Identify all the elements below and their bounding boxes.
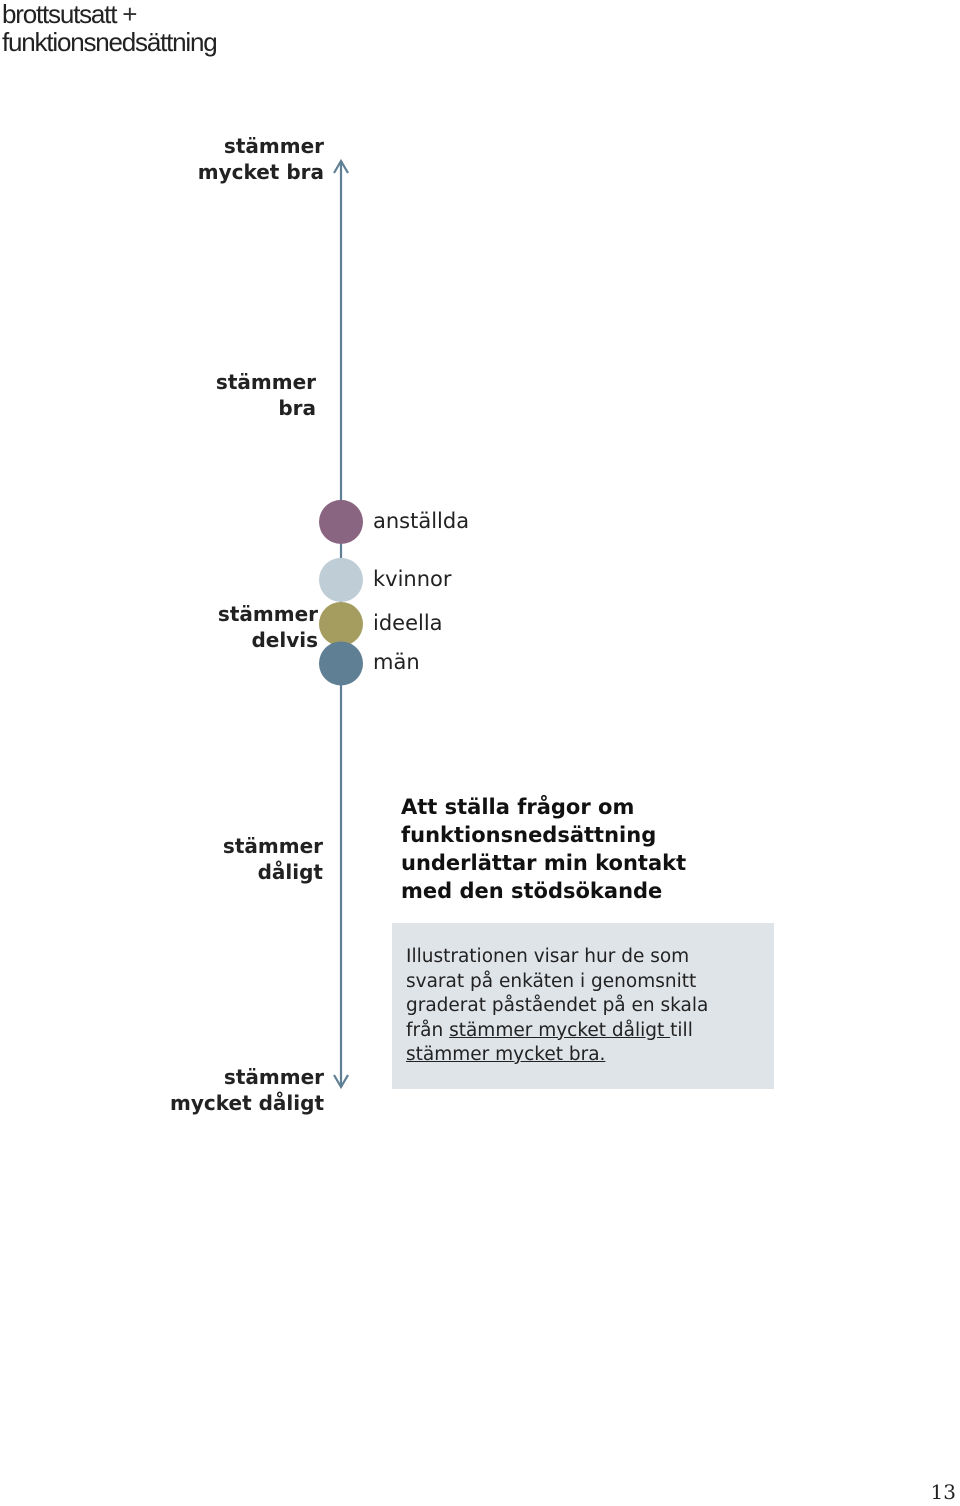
scale-max-reference: stämmer mycket bra. [406, 1044, 606, 1065]
scale-label-line-2: dåligt [257, 860, 323, 884]
statement-line-3: underlättar min kontakt [401, 851, 687, 875]
survey-statement [401, 793, 781, 905]
explanation-line-3: graderat påståendet på en skala [406, 995, 709, 1016]
scale-min-reference: stämmer mycket dåligt [449, 1019, 671, 1041]
scale-label-line-1: stämmer [222, 834, 323, 858]
series-label-3: ideella [373, 611, 443, 635]
brand-line2: funktionsnedsättning [2, 27, 217, 57]
explanation-line-2: svarat på enkäten i genomsnitt [406, 970, 697, 992]
scale-label-line-1: stämmer [223, 134, 324, 158]
scale-label-2 [223, 833, 323, 885]
explanation-line-1: Illustrationen visar hur de som [406, 946, 690, 967]
explanation-line-4-post: till [670, 1019, 693, 1041]
scale-label-3 [218, 601, 318, 653]
statement-line-4: med den stödsökande [401, 879, 663, 903]
data-point-2 [319, 558, 363, 602]
statement-line-2: funktionsnedsättning [401, 823, 657, 847]
data-point-4 [319, 641, 363, 685]
statement-line-1: Att ställa frågor om [401, 795, 635, 819]
brand-line1: brottsutsatt [2, 0, 117, 29]
scale-label-5 [198, 133, 324, 185]
scale-label-line-2: mycket dåligt [170, 1091, 324, 1115]
explanation-box [392, 923, 774, 1089]
data-point-1 [319, 500, 363, 544]
page-number: 13 [930, 1480, 956, 1504]
scale-label-4 [216, 369, 316, 421]
scale-label-1 [170, 1064, 324, 1116]
series-label-1: anställda [373, 508, 470, 533]
scale-label-line-2: bra [278, 396, 316, 420]
series-label-4: män [373, 650, 420, 675]
data-point-3 [319, 602, 363, 646]
series-label-2: kvinnor [373, 566, 452, 591]
scale-label-line-1: stämmer [223, 1065, 324, 1089]
explanation-line-5 [406, 1043, 760, 1068]
brand-plus: + [122, 0, 137, 29]
scale-label-line-1: stämmer [215, 370, 316, 394]
scale-label-line-1: stämmer [217, 602, 318, 626]
explanation-line-4-pre: från [406, 1019, 450, 1041]
explanation-line-4 [406, 1019, 760, 1044]
scale-label-line-2: mycket bra [197, 160, 324, 184]
scale-label-line-2: delvis [251, 628, 318, 652]
